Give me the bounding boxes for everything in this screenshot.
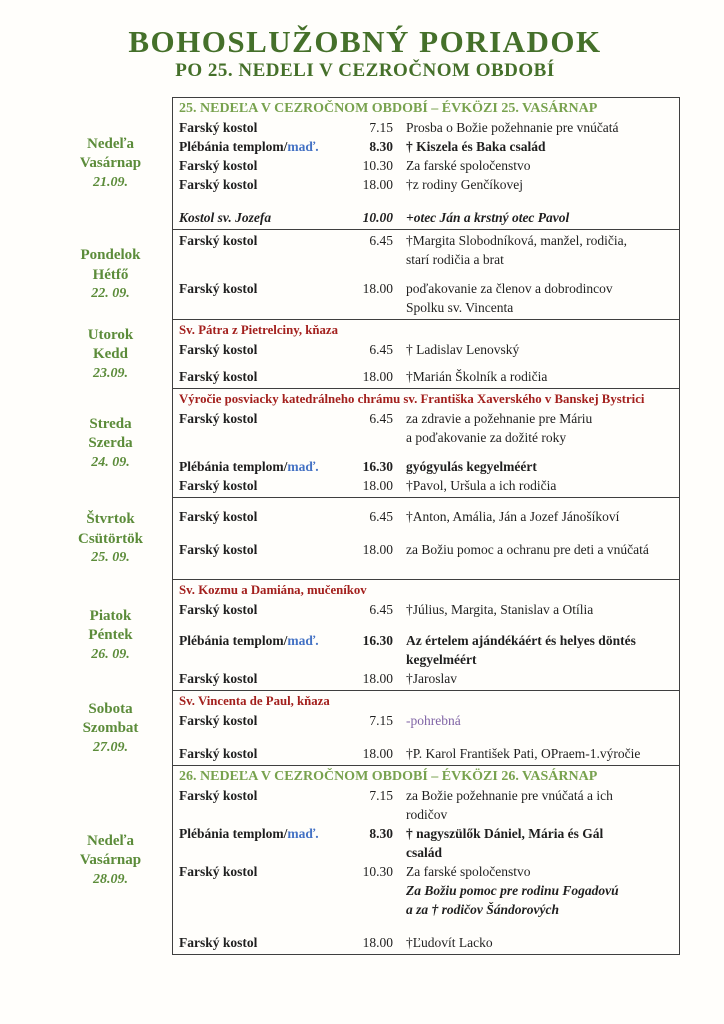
intention-text: za zdravie a požehnanie pre Máriu (406, 411, 593, 426)
intention-cell (393, 156, 677, 175)
day-label (55, 389, 172, 498)
service-row (173, 156, 677, 175)
place-text: Farský kostol (179, 120, 258, 135)
place-cell (179, 862, 337, 881)
place-cell (179, 208, 337, 227)
intention-text: Za farské spoločenstvo (406, 158, 531, 173)
day-name-hu: Szombat (82, 720, 139, 737)
place-cell (179, 457, 337, 476)
place-text: Farský kostol (179, 177, 258, 192)
place-text: Farský kostol (179, 281, 258, 296)
intention-text: a poďakovanie za dožité roky (406, 430, 567, 445)
intention-text: Za Božiu pomoc pre rodinu Fogadovú (406, 883, 619, 898)
service-row (173, 711, 677, 730)
gap-row (173, 919, 677, 933)
time-cell: 18.00 (362, 281, 393, 296)
day-name-hu: Szerda (88, 435, 133, 452)
time-cell: 18.00 (362, 746, 393, 761)
day-name-sk: Nedeľa (86, 135, 135, 152)
service-row (173, 231, 677, 269)
place-cell (179, 476, 337, 495)
place-cell (179, 340, 337, 359)
day-section (172, 389, 680, 498)
place-text: Farský kostol (179, 369, 258, 384)
intention-cell (393, 711, 677, 730)
intention-cell (393, 409, 677, 447)
place-text: maď. (287, 826, 319, 841)
time-cell: 10.30 (362, 158, 393, 173)
place-cell (179, 137, 337, 156)
place-text: Farský kostol (179, 342, 258, 357)
place-text: maď. (287, 633, 319, 648)
place-text: Kostol sv. Jozefa (179, 210, 272, 225)
intention-text: †Ľudovít Lacko (406, 935, 493, 950)
gap-row (173, 269, 677, 279)
day-section (172, 230, 680, 320)
intention-text: Spolku sv. Vincenta (406, 300, 514, 315)
day-name-hu: Péntek (88, 627, 133, 644)
service-row (173, 862, 677, 919)
place-text: Farský kostol (179, 478, 258, 493)
place-text: Farský kostol (179, 233, 258, 248)
service-row (173, 457, 677, 476)
day-name-hu: Csütörtök (77, 530, 143, 547)
time-cell: 8.30 (369, 139, 393, 154)
intention-cell (393, 824, 677, 862)
day-section (172, 580, 680, 691)
day-date: 26. 09. (91, 646, 130, 662)
intention-text: † nagyszülők Dániel, Mária és Gál (406, 826, 604, 841)
time-cell: 7.15 (369, 713, 393, 728)
intention-cell (393, 540, 677, 559)
service-row (173, 137, 677, 156)
time-cell: 18.00 (362, 177, 393, 192)
place-text: Farský kostol (179, 746, 258, 761)
place-text: Farský kostol (179, 713, 258, 728)
intention-cell (393, 457, 677, 476)
intention-text: poďakovanie za členov a dobrodincov (406, 281, 613, 296)
intention-text: †Margita Slobodníková, manžel, rodičia, (406, 233, 627, 248)
place-cell (179, 507, 337, 526)
place-cell (179, 711, 337, 730)
place-cell (179, 279, 337, 298)
day-name-sk: Pondelok (80, 247, 141, 264)
place-cell (179, 600, 337, 619)
intention-cell (393, 744, 677, 763)
place-text: Farský kostol (179, 158, 258, 173)
gap-row (173, 194, 677, 208)
section-header: Sv. Vincenta de Paul, kňaza (179, 694, 330, 708)
place-text: Plébánia templom/ (179, 826, 288, 841)
day-name-sk: Sobota (88, 700, 133, 717)
intention-text: a za † rodičov Šándorových (406, 902, 559, 917)
service-row (173, 507, 677, 526)
document-subtitle: PO 25. NEDELI V CEZROČNOM OBDOBÍ (175, 60, 555, 81)
place-text: Farský kostol (179, 671, 258, 686)
gap-row (173, 499, 677, 507)
time-cell: 18.00 (362, 369, 393, 384)
intention-cell (393, 340, 677, 359)
time-cell: 6.45 (369, 342, 393, 357)
intention-cell (393, 862, 677, 919)
service-row (173, 118, 677, 137)
service-row (173, 367, 677, 386)
gap-row (173, 359, 677, 367)
intention-text: -pohrebná (406, 713, 461, 728)
place-cell (179, 231, 337, 250)
time-cell: 6.45 (369, 509, 393, 524)
place-cell (179, 744, 337, 763)
time-cell: 10.00 (362, 210, 393, 225)
day-date: 27.09. (93, 739, 128, 755)
section-header: Sv. Kozmu a Damiána, mučeníkov (179, 583, 367, 597)
intention-cell (393, 631, 677, 669)
intention-cell (393, 600, 677, 619)
time-cell: 18.00 (362, 478, 393, 493)
intention-text: †Pavol, Uršula a ich rodičia (406, 478, 557, 493)
place-cell (179, 933, 337, 952)
intention-cell (393, 669, 677, 688)
place-text: Farský kostol (179, 864, 258, 879)
intention-cell (393, 118, 677, 137)
intention-cell (393, 476, 677, 495)
time-cell: 6.45 (369, 602, 393, 617)
day-label (55, 230, 172, 320)
place-cell (179, 367, 337, 386)
time-cell: 18.00 (362, 542, 393, 557)
time-cell: 7.15 (369, 788, 393, 803)
day-section (172, 498, 680, 580)
intention-text: † Kiszela és Baka család (406, 139, 546, 154)
place-text: maď. (287, 139, 319, 154)
gap-row (173, 619, 677, 631)
section-header: Výročie posviacky katedrálneho chrámu sv. Františka Xaverského v Banskej Bystrici (179, 392, 645, 406)
intention-text: Za farské spoločenstvo (406, 864, 531, 879)
place-text: Plébánia templom/ (179, 459, 288, 474)
day-label (55, 691, 172, 766)
day-name-sk: Štvrtok (86, 511, 135, 528)
service-row (173, 744, 677, 763)
service-row (173, 600, 677, 619)
time-cell: 16.30 (362, 633, 393, 648)
intention-cell (393, 231, 677, 269)
day-name-hu: Hétfő (92, 266, 129, 283)
service-row (173, 476, 677, 495)
intention-cell (393, 786, 677, 824)
schedule-table (55, 97, 680, 955)
day-date: 21.09. (93, 174, 128, 190)
day-name-hu: Kedd (92, 346, 128, 363)
intention-cell (393, 933, 677, 952)
service-row (173, 409, 677, 447)
intention-text: za Božiu pomoc a ochranu pre deti a vnúčatá (406, 542, 649, 557)
intention-text: †Jaroslav (406, 671, 457, 686)
section-header: Sv. Pátra z Pietrelciny, kňaza (179, 323, 338, 337)
service-row (173, 631, 677, 669)
service-row (173, 824, 677, 862)
intention-text: kegyelméért (406, 652, 477, 667)
intention-cell (393, 175, 677, 194)
day-label (55, 766, 172, 955)
service-row (173, 669, 677, 688)
gap-row (173, 559, 677, 577)
service-row (173, 279, 677, 317)
day-section (172, 766, 680, 955)
time-cell: 18.00 (362, 935, 393, 950)
day-name-hu: Vasárnap (79, 852, 142, 869)
intention-cell (393, 507, 677, 526)
day-name-sk: Utorok (87, 326, 134, 343)
time-cell: 16.30 (362, 459, 393, 474)
place-text: Farský kostol (179, 542, 258, 557)
place-text: Farský kostol (179, 788, 258, 803)
place-cell (179, 175, 337, 194)
service-row (173, 933, 677, 952)
time-cell: 6.45 (369, 233, 393, 248)
service-row (173, 208, 677, 227)
intention-text: család (406, 845, 443, 860)
place-text: Plébánia templom/ (179, 139, 288, 154)
intention-text: Prosba o Božie požehnanie pre vnúčatá (406, 120, 619, 135)
place-text: Farský kostol (179, 602, 258, 617)
intention-cell (393, 137, 677, 156)
intention-cell (393, 208, 677, 227)
day-date: 28.09. (93, 871, 128, 887)
intention-text: +otec Ján a krstný otec Pavol (406, 210, 570, 225)
time-cell: 7.15 (369, 120, 393, 135)
day-name-sk: Nedeľa (86, 832, 135, 849)
day-label (55, 498, 172, 580)
intention-text: rodičov (406, 807, 448, 822)
intention-cell (393, 279, 677, 317)
day-label (55, 97, 172, 230)
place-text: Farský kostol (179, 411, 258, 426)
place-cell (179, 786, 337, 805)
time-cell: 8.30 (369, 826, 393, 841)
day-date: 25. 09. (91, 550, 130, 566)
place-cell (179, 540, 337, 559)
intention-text: za Božie požehnanie pre vnúčatá a ich (406, 788, 613, 803)
place-cell (179, 156, 337, 175)
document-title: BOHOSLUŽOBNÝ PORIADOK (128, 24, 602, 59)
intention-text: † Ladislav Lenovský (406, 342, 520, 357)
day-date: 22. 09. (91, 286, 130, 302)
day-name-sk: Piatok (89, 607, 132, 624)
time-cell: 10.30 (362, 864, 393, 879)
intention-text: Az értelem ajándékáért és helyes döntés (406, 633, 636, 648)
gap-row (173, 526, 677, 540)
intention-text: †P. Karol František Pati, OPraem-1.výročie (406, 746, 641, 761)
intention-cell (393, 367, 677, 386)
place-text: maď. (287, 459, 319, 474)
intention-text: †Anton, Amália, Ján a Jozef Jánošíkoví (406, 509, 620, 524)
day-name-hu: Vasárnap (79, 155, 142, 172)
day-name-sk: Streda (89, 415, 132, 432)
place-cell (179, 118, 337, 137)
intention-text: †Július, Margita, Stanislav a Otília (406, 602, 594, 617)
section-header: 25. NEDEĽA V CEZROČNOM OBDOBÍ – ÉVKÖZI 25. VASÁRNAP (179, 101, 598, 116)
place-cell (179, 669, 337, 688)
time-cell: 6.45 (369, 411, 393, 426)
day-section (172, 691, 680, 766)
intention-text: starí rodičia a brat (406, 252, 504, 267)
gap-row (173, 447, 677, 457)
day-date: 24. 09. (91, 454, 130, 470)
place-cell (179, 631, 337, 650)
day-section (172, 320, 680, 389)
place-cell (179, 409, 337, 428)
place-text: Farský kostol (179, 935, 258, 950)
intention-text: †z rodiny Genčíkovej (406, 177, 523, 192)
gap-row (173, 730, 677, 744)
day-label (55, 320, 172, 389)
place-text: Farský kostol (179, 509, 258, 524)
day-label (55, 580, 172, 691)
section-header: 26. NEDEĽA V CEZROČNOM OBDOBÍ – ÉVKÖZI 26. VASÁRNAP (179, 769, 598, 784)
intention-text: gyógyulás kegyelméért (406, 459, 537, 474)
day-date: 23.09. (93, 365, 128, 381)
place-cell (179, 824, 337, 843)
day-section (172, 97, 680, 230)
intention-text: †Marián Školník a rodičia (406, 369, 548, 384)
service-row (173, 340, 677, 359)
place-text: Plébánia templom/ (179, 633, 288, 648)
service-row (173, 540, 677, 559)
service-row (173, 786, 677, 824)
time-cell: 18.00 (362, 671, 393, 686)
service-row (173, 175, 677, 194)
